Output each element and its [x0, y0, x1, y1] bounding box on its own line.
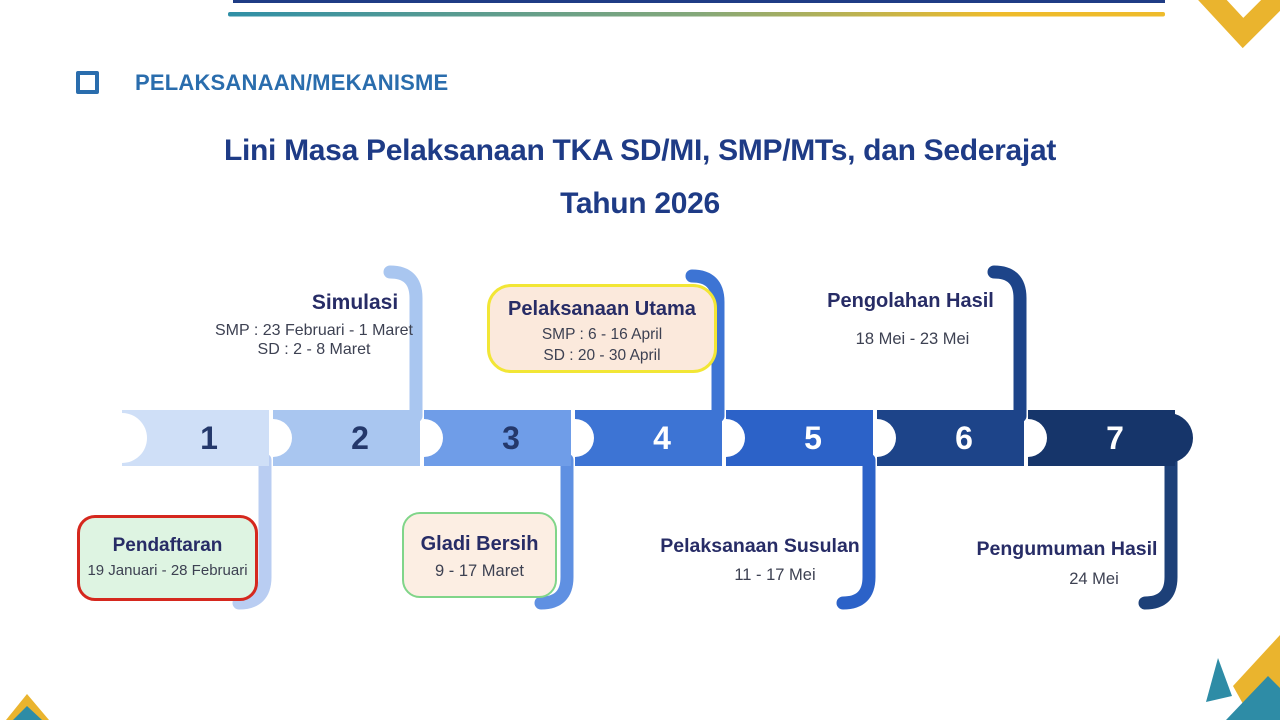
milestone-pengumuman-dates: 24 Mei	[1069, 570, 1119, 588]
segment-number-4: 4	[653, 420, 671, 456]
segment-number-5: 5	[804, 420, 822, 456]
milestone-pengolahan-title: Pengolahan Hasil	[827, 290, 994, 312]
slide-title	[0, 124, 1280, 230]
timeline-segment-2	[273, 410, 420, 466]
milestone-pengumuman-title: Pengumuman Hasil	[976, 538, 1158, 560]
slide-title-line1: Lini Masa Pelaksanaan TKA SD/MI, SMP/MTs, dan Sederajat	[223, 134, 1057, 167]
segment-number-3: 3	[502, 420, 520, 456]
milestone-simulasi-dates	[198, 321, 430, 359]
milestone-pendaftaran-box	[77, 515, 258, 601]
milestone-gladi-box	[402, 512, 557, 598]
section-header: PELAKSANAAN/MEKANISME	[135, 70, 449, 95]
top-navy-line	[233, 0, 1165, 3]
milestone-simulasi-title: Simulasi	[311, 291, 399, 314]
milestone-susulan-dates: 11 - 17 Mei	[734, 566, 816, 584]
milestone-susulan-title: Pelaksanaan Susulan	[660, 535, 860, 557]
simulasi-smp-dates: SMP : 23 Februari - 1 Maret	[215, 322, 413, 339]
bottom-left-decoration	[6, 694, 49, 720]
milestone-pendaftaran-dates: 19 Januari - 28 Februari	[87, 562, 248, 579]
milestone-gladi-dates: 9 - 17 Maret	[435, 562, 524, 580]
segment-number-2: 2	[351, 420, 369, 456]
timeline-segment-5	[726, 410, 873, 466]
milestone-utama-dates	[490, 324, 714, 366]
milestone-utama-title: Pelaksanaan Utama	[508, 298, 696, 320]
simulasi-sd-dates: SD : 2 - 8 Maret	[257, 341, 371, 358]
utama-sd-dates: SD : 20 - 30 April	[543, 347, 661, 364]
milestone-pengolahan-dates: 18 Mei - 23 Mei	[855, 330, 970, 348]
utama-smp-dates: SMP : 6 - 16 April	[541, 326, 663, 343]
corner-chevron-icon	[1205, 0, 1280, 33]
bottom-right-decoration	[1206, 635, 1280, 720]
timeline-segment-1	[122, 410, 269, 466]
checkbox-bullet-icon	[76, 71, 99, 94]
timeline-segment-4	[575, 410, 722, 466]
slide-title-line2: Tahun 2026	[560, 187, 720, 220]
segment-number-7: 7	[1106, 420, 1124, 456]
milestone-utama-box	[487, 284, 717, 373]
milestone-gladi-title: Gladi Bersih	[420, 533, 539, 555]
timeline-segment-6	[877, 410, 1024, 466]
segment-number-6: 6	[955, 420, 973, 456]
top-gradient-line	[228, 12, 1165, 17]
milestone-pendaftaran-title: Pendaftaran	[112, 535, 223, 556]
timeline-segment-3	[424, 410, 571, 466]
segment-number-1: 1	[200, 420, 218, 456]
